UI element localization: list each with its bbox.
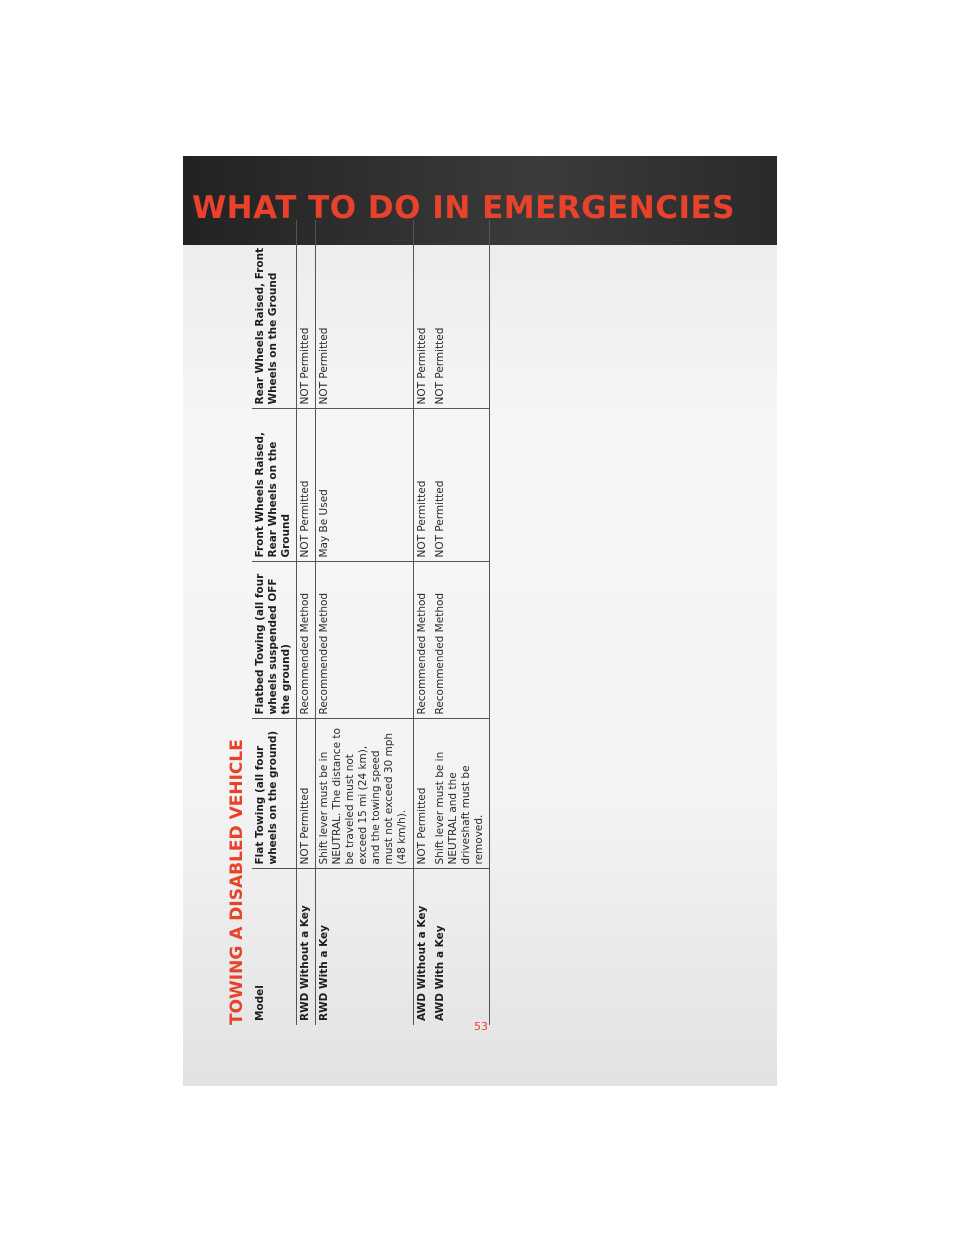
column-header: Front Wheels Raised, Rear Wheels on the Ground xyxy=(252,409,297,562)
header-title: WHAT TO DO IN EMERGENCIES xyxy=(191,190,735,226)
table-cell: NOT Permitted xyxy=(416,327,428,405)
column-header: Model xyxy=(252,869,297,1025)
manual-page xyxy=(183,156,777,1086)
section-title: TOWING A DISABLED VEHICLE xyxy=(227,739,247,1025)
page-number: 53 xyxy=(474,1020,488,1033)
table-cell: Recommended Method xyxy=(316,562,414,719)
column-header: Rear Wheels Raised, Front Wheels on the Ground xyxy=(252,220,297,409)
table-cell: NOT Permitted xyxy=(432,409,490,562)
table-row xyxy=(297,220,316,1025)
table-header-row xyxy=(252,220,297,1025)
table-cell: Recommended Method xyxy=(414,562,433,719)
table-cell: Recommended Method xyxy=(432,562,490,719)
table-cell-model: AWD Without a Key xyxy=(414,869,433,1025)
table-cell: NOT Permitted xyxy=(297,220,316,409)
table-cell: NOT Permitted xyxy=(414,719,433,869)
column-header: Flat Towing (all four wheels on the ground) xyxy=(252,719,297,869)
table-cell: Shift lever must be in NEUTRAL. The distance to be traveled must not exceed 15 mi (24 km), and the towing speed must not exceed 30 mph (48 km/h). xyxy=(316,719,414,869)
table-cell: NOT Permitted xyxy=(297,719,316,869)
table-cell-model: RWD With a Key xyxy=(316,869,414,1025)
table-cell: Shift lever must be in NEUTRAL and the driveshaft must be removed. xyxy=(432,719,490,869)
table-row xyxy=(316,220,414,1025)
table-cell-model: RWD Without a Key xyxy=(297,869,316,1025)
table-cell: NOT Permitted xyxy=(414,409,433,562)
table-cell: NOT Permitted xyxy=(297,409,316,562)
table-row xyxy=(414,220,433,1025)
table-row xyxy=(432,220,490,1025)
table-cell: May Be Used xyxy=(316,409,414,562)
column-header: Flatbed Towing (all four wheels suspended OFF the ground) xyxy=(252,562,297,719)
table-cell: NOT Permitted xyxy=(316,220,414,409)
table-cell: Recommended Method xyxy=(297,562,316,719)
rotated-content xyxy=(222,220,502,1025)
table-cell: NOT Permitted xyxy=(432,220,490,409)
towing-table xyxy=(252,220,490,1025)
table-cell-model: AWD With a Key xyxy=(432,869,490,1025)
